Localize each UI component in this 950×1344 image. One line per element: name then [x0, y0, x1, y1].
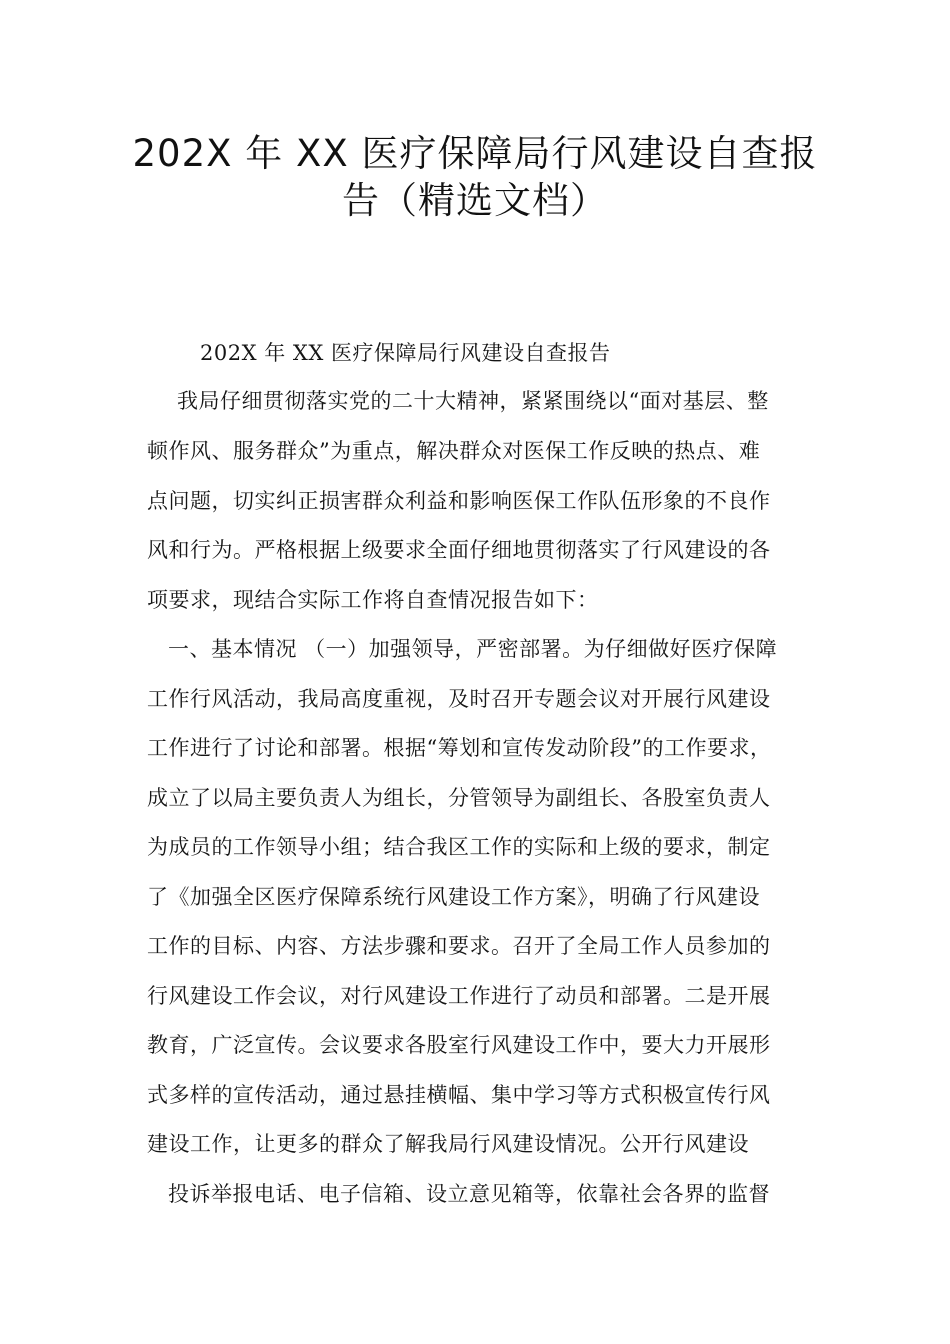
body-line: 成立了以局主要负责人为组长，分管领导为副组长、各股室负责人 [147, 786, 771, 810]
body-line: 点问题，切实纠正损害群众利益和影响医保工作队伍形象的不良作 [147, 489, 771, 513]
body-line: 顿作风、服务群众”为重点，解决群众对医保工作反映的热点、难 [147, 439, 761, 463]
body-line: 为成员的工作领导小组；结合我区工作的实际和上级的要求，制定 [147, 835, 771, 859]
body-line: 项要求，现结合实际工作将自查情况报告如下： [147, 588, 599, 612]
body-line: 投诉举报电话、电子信箱、设立意见箱等，依靠社会各界的监督 [168, 1182, 770, 1206]
document-subtitle: 202X 年 XX 医疗保障局行风建设自查报告 [200, 341, 611, 365]
document-title-line-2: 告（精选文档） [342, 179, 608, 222]
body-line: 了《加强全区医疗保障系统行风建设工作方案》，明确了行风建设 [147, 885, 760, 909]
body-line: 建设工作，让更多的群众了解我局行风建设情况。公开行风建设 [147, 1132, 749, 1156]
body-line: 工作的目标、内容、方法步骤和要求。召开了全局工作人员参加的 [147, 934, 771, 958]
body-line: 教育，广泛宣传。会议要求各股室行风建设工作中，要大力开展形 [147, 1033, 771, 1057]
body-line: 工作进行了讨论和部署。根据“筹划和宣传发动阶段”的工作要求， [147, 736, 772, 760]
body-line: 风和行为。严格根据上级要求全面仔细地贯彻落实了行风建设的各 [147, 538, 771, 562]
body-line: 式多样的宣传活动，通过悬挂横幅、集中学习等方式积极宣传行风 [147, 1083, 771, 1107]
body-line: 行风建设工作会议，对行风建设工作进行了动员和部署。二是开展 [147, 984, 771, 1008]
body-line: 一、基本情况 （一）加强领导，严密部署。为仔细做好医疗保障 [168, 637, 778, 661]
body-line: 工作行风活动，我局高度重视，及时召开专题会议对开展行风建设 [147, 687, 771, 711]
body-line: 我局仔细贯彻落实党的二十大精神，紧紧围绕以“面对基层、整 [177, 389, 769, 413]
document-title-line-1: 202X 年 XX 医疗保障局行风建设自查报 [132, 132, 818, 175]
